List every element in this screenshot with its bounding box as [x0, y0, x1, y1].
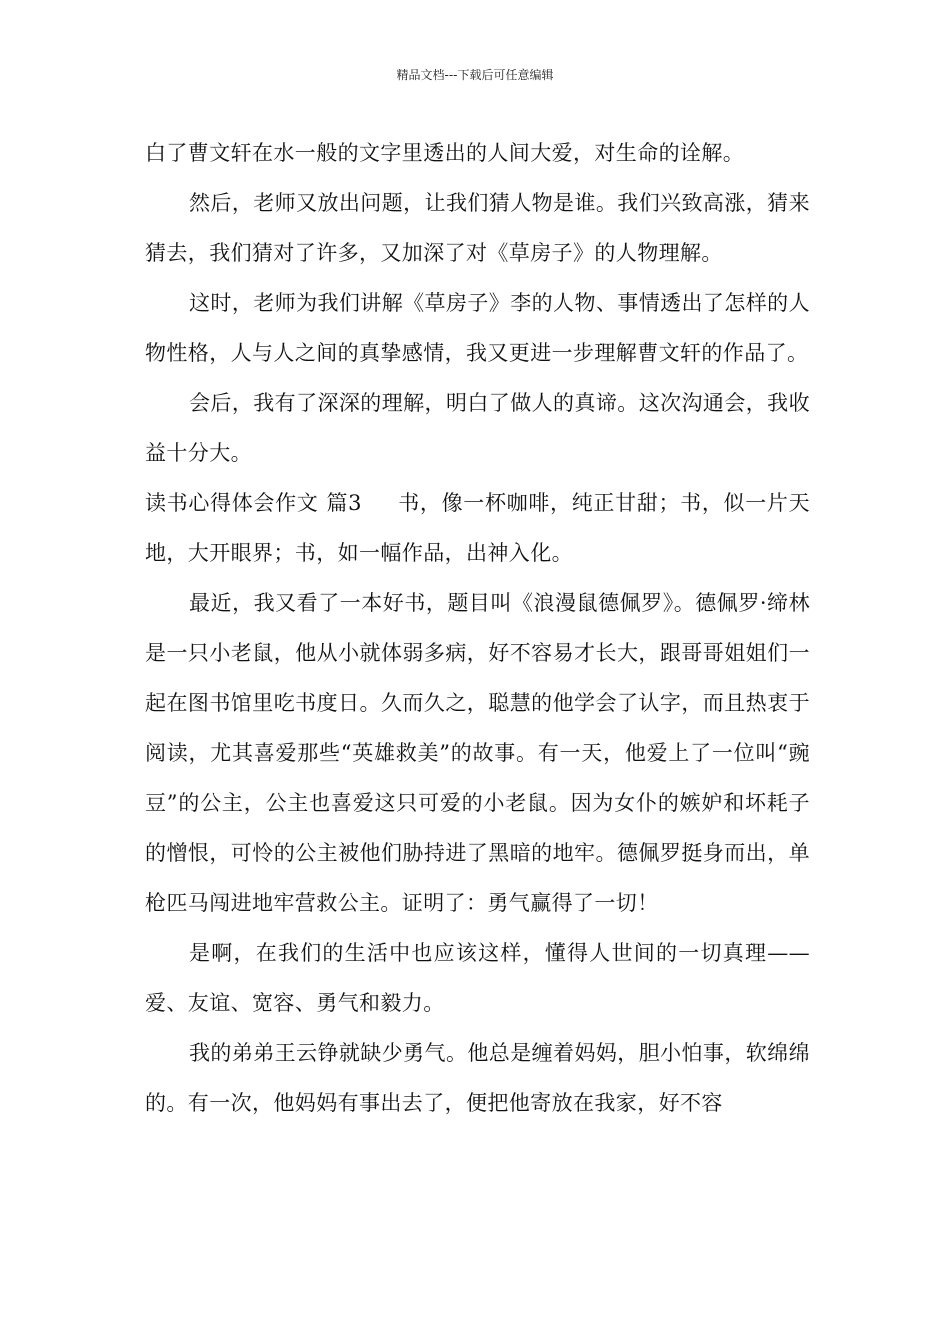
paragraph: 是啊，在我们的生活中也应该这样，懂得人世间的一切真理——爱、友谊、宽容、勇气和毅力。	[145, 941, 810, 1015]
paragraph-continuation: 白了曹文轩在水一般的文字里透出的人间大爱，对生命的诠解。	[145, 141, 745, 165]
section-text: 书，像一杯咖啡，纯正甘甜；书，似一片天地，大开眼界；书，如一幅作品，出神入化。	[145, 491, 810, 565]
document-body	[145, 128, 810, 1128]
paragraph: 我的弟弟王云铮就缺少勇气。他总是缠着妈妈，胆小怕事，软绵绵的。有一次，他妈妈有事出去了，便把他寄放在我家，好不容	[145, 1041, 810, 1115]
section-paragraph	[145, 478, 810, 578]
paragraph: 最近，我又看了一本好书，题目叫《浪漫鼠德佩罗》。德佩罗·缔林是一只小老鼠，他从小就体弱多病，好不容易才长大，跟哥哥姐姐们一起在图书馆里吃书度日。久而久之，聪慧的他学会了认字，而且热衷于阅读，尤其喜爱那些“英雄救美”的故事。有一天，他爱上了一位叫“豌豆”的公主，公主也喜爱这只可爱的小老鼠。因为女仆的嫉妒和坏耗子的憎恨，可怜的公主被他们胁持进了黑暗的地牢。德佩罗挺身而出，单枪匹马闯进地牢营救公主。证明了：勇气赢得了一切！	[145, 591, 810, 915]
paragraph: 会后，我有了深深的理解，明白了做人的真谛。这次沟通会，我收益十分大。	[145, 391, 810, 465]
paragraph: 然后，老师又放出问题，让我们猜人物是谁。我们兴致高涨，猜来猜去，我们猜对了许多，又加深了对《草房子》的人物理解。	[145, 191, 810, 265]
section-title: 读书心得体会作文	[145, 491, 319, 515]
paragraph: 这时，老师为我们讲解《草房子》李的人物、事情透出了怎样的人物性格，人与人之间的真挚感情，我又更进一步理解曹文轩的作品了。	[145, 291, 810, 365]
page-header: 精品文档---下载后可任意编辑	[396, 68, 554, 82]
section-chapter: 篇3	[326, 491, 362, 515]
